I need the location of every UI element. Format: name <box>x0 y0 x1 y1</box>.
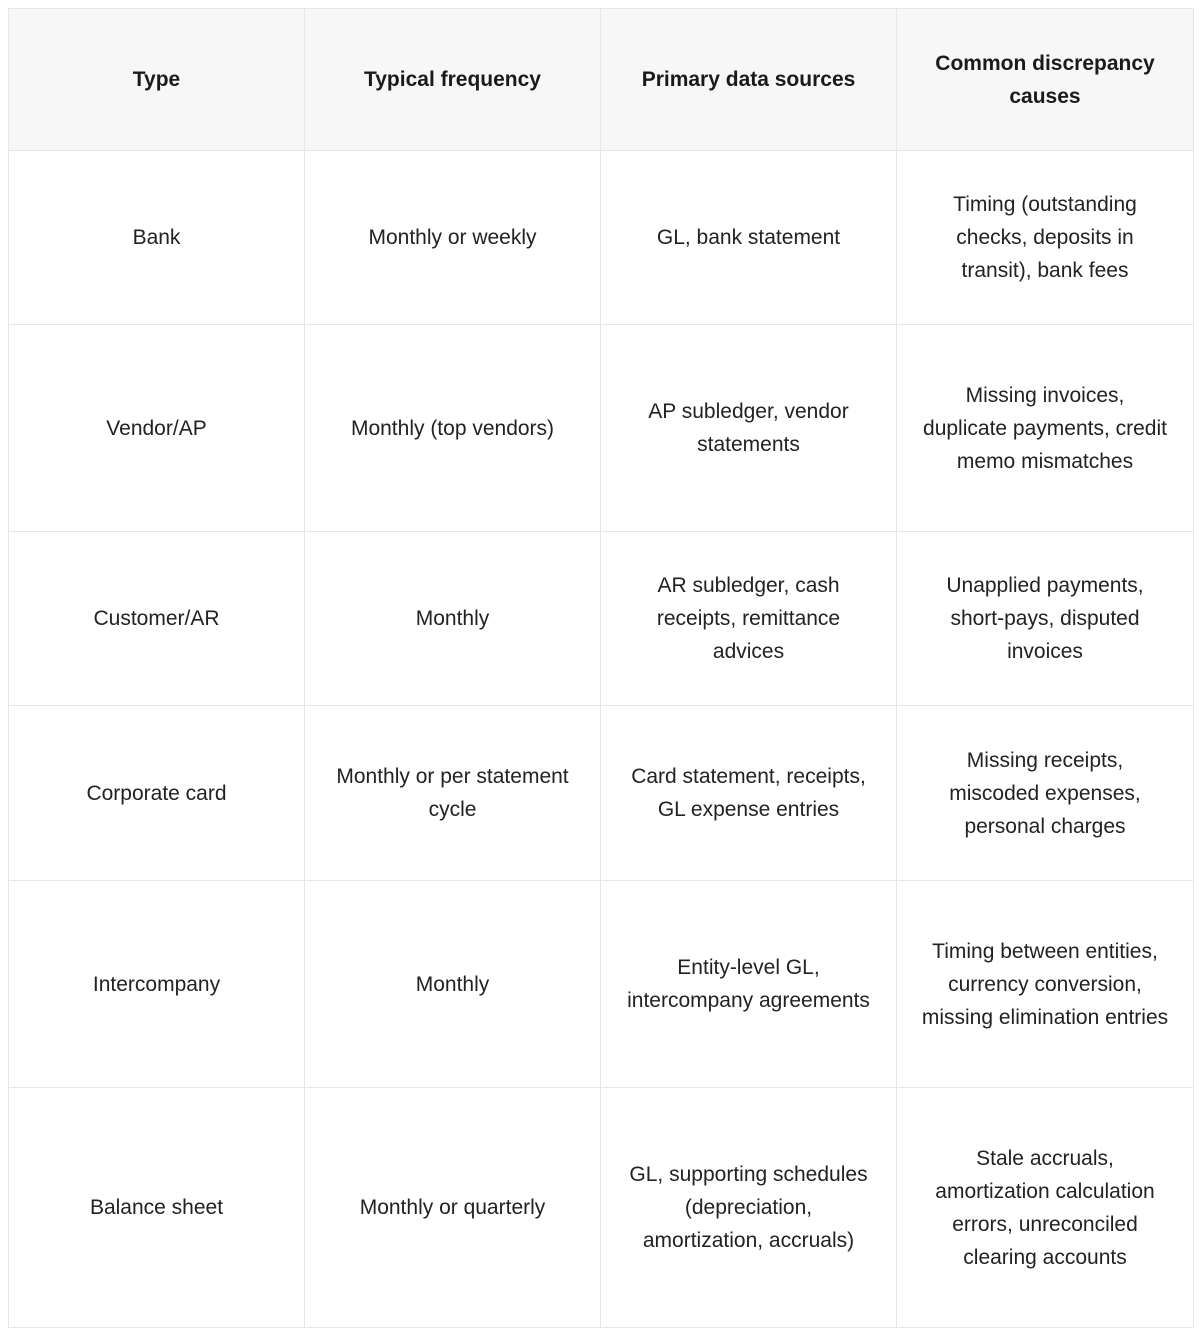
cell-sources: GL, bank statement <box>601 151 897 325</box>
cell-causes: Stale accruals, amortization calculation errors, unreconciled clearing accounts <box>897 1088 1194 1328</box>
cell-frequency: Monthly <box>305 532 601 706</box>
cell-causes: Missing receipts, miscoded expenses, personal charges <box>897 706 1194 881</box>
table-header <box>9 9 1194 151</box>
cell-type: Bank <box>9 151 305 325</box>
cell-causes: Missing invoices, duplicate payments, credit memo mismatches <box>897 325 1194 532</box>
table-row <box>9 1088 1194 1328</box>
reconciliation-table-container <box>8 8 1193 1328</box>
cell-frequency: Monthly <box>305 881 601 1088</box>
cell-sources: GL, supporting schedules (depreciation, amortization, accruals) <box>601 1088 897 1328</box>
cell-type: Balance sheet <box>9 1088 305 1328</box>
header-typical-frequency: Typical frequency <box>305 9 601 151</box>
cell-type: Vendor/AP <box>9 325 305 532</box>
table-row <box>9 151 1194 325</box>
cell-frequency: Monthly or per statement cycle <box>305 706 601 881</box>
cell-causes: Timing between entities, currency conversion, missing elimination entries <box>897 881 1194 1088</box>
cell-type: Intercompany <box>9 881 305 1088</box>
header-common-discrepancy-causes: Common discrepancy causes <box>897 9 1194 151</box>
cell-sources: AP subledger, vendor statements <box>601 325 897 532</box>
table-row <box>9 325 1194 532</box>
cell-sources: AR subledger, cash receipts, remittance advices <box>601 532 897 706</box>
header-type: Type <box>9 9 305 151</box>
header-primary-data-sources: Primary data sources <box>601 9 897 151</box>
header-row <box>9 9 1194 151</box>
cell-sources: Card statement, receipts, GL expense entries <box>601 706 897 881</box>
cell-causes: Timing (outstanding checks, deposits in transit), bank fees <box>897 151 1194 325</box>
cell-type: Corporate card <box>9 706 305 881</box>
cell-sources: Entity-level GL, intercompany agreements <box>601 881 897 1088</box>
cell-frequency: Monthly (top vendors) <box>305 325 601 532</box>
cell-type: Customer/AR <box>9 532 305 706</box>
table-row <box>9 706 1194 881</box>
cell-causes: Unapplied payments, short-pays, disputed invoices <box>897 532 1194 706</box>
table-row <box>9 532 1194 706</box>
cell-frequency: Monthly or quarterly <box>305 1088 601 1328</box>
table-row <box>9 881 1194 1088</box>
cell-frequency: Monthly or weekly <box>305 151 601 325</box>
table-body <box>9 151 1194 1328</box>
reconciliation-types-table <box>8 8 1194 1328</box>
